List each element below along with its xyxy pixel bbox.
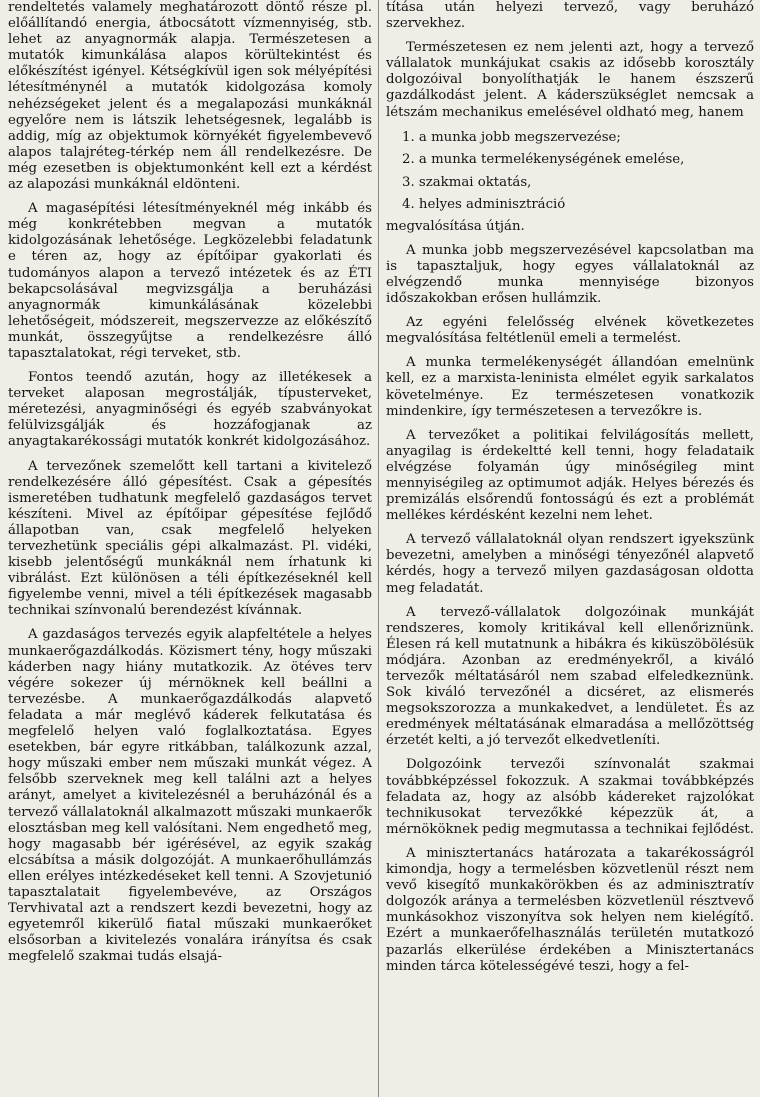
paragraph: A magasépítési létesítményeknél még inkább és még konkrétebben megvan a mutatók kidolgozásának lehetősége. Legközelebbi feladatunk e téren az, hogy az építőipar gyakorlati és tudományos alapon a tervező intézetek és az ÉTI bekapcsolásával megvizsgálja a beruházási anyagnormák kimunkálásának közelebbi lehetőségeit, módszereit, megszervezze az előkészítő munkát, összegyűjtse a rendelkezésre álló tapasztalatokat, régi terveket, stb. <box>8 201 372 361</box>
paragraph: A munka termelékenységét állandóan emelnünk kell, ez a marxista-leninista elmélet egyik sarkalatos követelménye. Ez természetesen vonatkozik mindenkire, így természetesen a tervezőkre is. <box>386 355 754 419</box>
paragraph: A tervező-vállalatok dolgozóinak munkáját rendszeres, komoly kritikával kell ellenőriznünk. Élesen rá kell mutatnunk a hibákra és kiküszöbölésük módjára. Azonban az eredményekről, a kiváló tervezők méltatásáról nem szabad elfeledkeznünk. Sok kiváló tervezőnél a dicséret, az elismerés megsokszorozza a munkakedvet, a lendületet. És az eredmények méltatásának elmaradása a mellőzöttség érzetét kelti, a jó tervezőt elkedvetleníti. <box>386 604 754 749</box>
paragraph: rendeltetés valamely meghatározott döntő része pl. előállítandó energia, átbocsátott vízmennyiség, stb. lehet az anyagnormák alapja. Természetesen a mutatók kimunkálása alapos körültekintést és előkészítést igényel. Kétségkívül igen sok mélyépítési létesítménynél a mutatók kidolgozása komoly nehézségeket jelent és a megalapozási munkáknál egyelőre nem is látszik lehetségesnek, legalább is addig, míg az objektumok környékét figyelembevevő alapos talajréteg-térkép nem áll rendelkezésre. De még ezesetben is objektumonként kell ezt a kérdést az alapozási munkáknál eldönteni. <box>8 0 372 193</box>
paragraph: Természetesen ez nem jelenti azt, hogy a tervező vállalatok munkájukat csakis az idősebb korosztály dolgozóival bonyolíthatják le hanem észszerű gazdálkodást jelent. A káderszükséglet nemcsak a létszám mechanikus emelésével oldható meg, hanem <box>386 40 754 120</box>
paragraph: Fontos teendő azután, hogy az illetékesek a terveket alaposan megrostálják, típusterveket, méretezési, anyagminőségi és egyéb szabványokat felülvizsgálják és hozzáfogjanak az anyagtakarékossági mutatók konkrét kidolgozásához. <box>8 370 372 450</box>
paragraph: megvalósítása útján. <box>386 218 525 234</box>
paragraph: A tervezőnek szemelőtt kell tartani a kivitelező rendelkezésére álló gépesítést. Csak a gépesítés ismeretében tudhatunk megfelelő gazdaságos tervet készíteni. Mivel az építőipar gépesítése fejlődő állapotban van, csak megfelelő helyeken tervezhetünk speciális gépi alkalmazást. Pl. vidéki, kisebb jelentőségű munkáknál nem írhatunk ki vibrálást. Ezt különösen a téli építkezéseknél kell figyelembe venni, mivel a téli építkezések magasabb technikai színvonalú berendezést kívánnak. <box>8 458 372 619</box>
list-item: 2. a munka termelékenységének emelése, <box>402 152 685 168</box>
column-divider <box>378 0 379 1097</box>
right-column <box>386 0 754 983</box>
list-item: 1. a munka jobb megszervezése; <box>402 129 621 145</box>
paragraph: A tervezőket a politikai felvilágosítás mellett, anyagilag is érdekeltté kell tenni, hogy feladataik elvégzése folyamán úgy minőségileg mint mennyiségileg az optimumot adják. Helyes bérezés és premizálás elsőrendű fontosságú és ezt a problémát mellékes kérdésként kezelni nem lehet. <box>386 427 754 524</box>
paragraph: A minisztertanács határozata a takarékosságról kimondja, hogy a termelésben közvetlenül részt nem vevő kisegítő munkakörökben és az adminisztratív dolgozók aránya a termelésben közvetlenül résztvevő munkásokhoz viszonyítva sok helyen nem kielégítő. Ezért a munkaerőfelhasználás területén mutatkozó pazarlás elkerülése érdekében a Minisztertanács minden tárca kötelességévé teszi, hogy a fel- <box>386 845 754 974</box>
paragraph: Az egyéni felelősség elvének következetes megvalósítása feltétlenül emeli a termelést. <box>386 315 754 347</box>
paragraph: A gazdaságos tervezés egyik alapfeltétele a helyes munkaerőgazdálkodás. Közismert tény, hogy műszaki káderben nagy hiány mutatkozik. Az ötéves terv végére sokezer új mérnöknek kell beállni a tervezésbe. A munkaerőgazdálkodás alapvető feladata a már meglévő káderek felkutatása és megfelelő helyen való foglalkoztatása. Egyes esetekben, bár egyre ritkábban, találkozunk azzal, hogy műszaki ember nem műszaki munkát végez. A felsőbb szerveknek meg kell találni azt a helyes arányt, amelyet a kivitelezésnél a beruházónál és a tervező vállalatoknál alkalmazott műszaki munkaerők elosztásban meg kell valósítani. Nem engedhető meg, hogy magasabb bér igérésével, az egyik szakág elcsábítsa a másik dolgozóját. A munkaerőhullámzás ellen erélyes intézkedéseket kell tenni. A Szovjetunió tapasztalatait figyelembevéve, az Országos Tervhivatal azt a rendszert kezdi bevezetni, hogy az egyetemről kikerülő fiatal műszaki munkaerőket elsősorban a kivitelezés vonalára irányítsa és csak megfelelő szakmai tudás elsajá- <box>8 627 372 965</box>
list-item: 3. szakmai oktatás, <box>402 174 532 190</box>
numbered-list <box>386 129 754 215</box>
paragraph: A munka jobb megszervezésével kapcsolatban ma is tapasztaljuk, hogy egyes vállalatoknál az elvégzendő munka mennyisége bizonyos időszakokban erősen hullámzik. <box>386 242 754 307</box>
paragraph: A tervező vállalatoknál olyan rendszert igyekszünk bevezetni, amelyben a minőségi tényezőnél alapvető kérdés, hogy a tervező milyen gazdaságosan oldotta meg feladatát. <box>386 532 754 596</box>
paragraph: títása után helyezi tervező, vagy beruházó szervekhez. <box>386 0 754 32</box>
left-column <box>8 0 372 973</box>
list-item: 4. helyes adminisztráció <box>402 197 566 213</box>
paragraph: Dolgozóink tervezői színvonalát szakmai továbbképzéssel fokozzuk. A szakmai továbbképzés feladata az, hogy az alsóbb kádereket rajzolókat technikusokat tervezőkké képezzük át, a mérnököknek pedig megmutassa a technikai fejlődést. <box>386 757 754 837</box>
